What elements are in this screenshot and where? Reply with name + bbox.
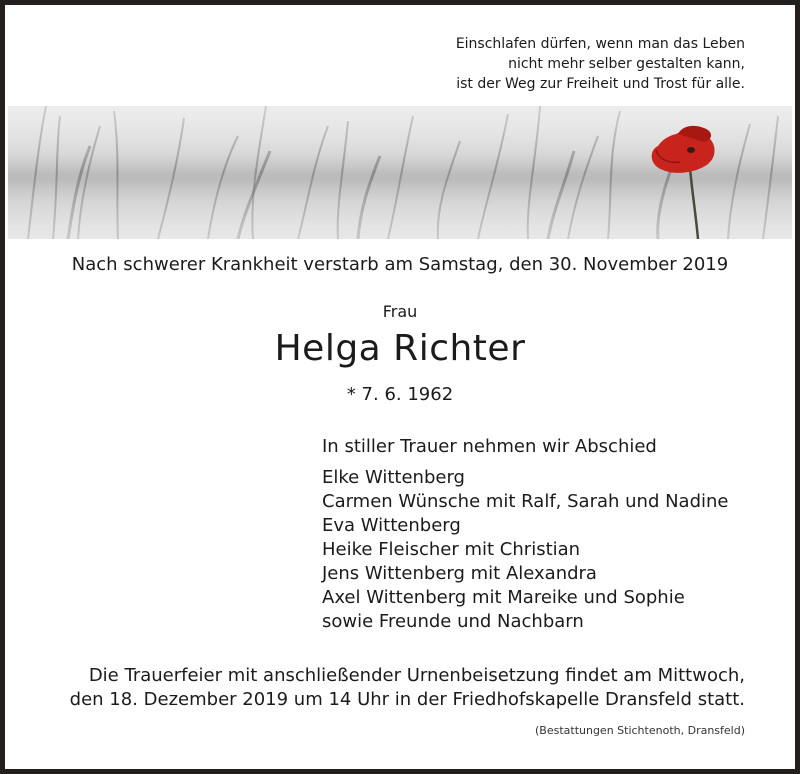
mourner-item: sowie Freunde und Nachbarn bbox=[322, 611, 584, 632]
undertaker-credit: (Bestattungen Stichtenoth, Dransfeld) bbox=[534, 724, 745, 737]
mourner-item: Axel Wittenberg mit Mareike und Sophie bbox=[322, 587, 685, 608]
mourner-item: Elke Wittenberg bbox=[322, 467, 465, 488]
mourner-list bbox=[322, 466, 729, 634]
funeral-line-1: Die Trauerfeier mit anschließender Urnenbeisetzung findet am Mittwoch, bbox=[88, 665, 745, 686]
mourner-item: Eva Wittenberg bbox=[322, 515, 461, 536]
poppy-banner-image bbox=[8, 106, 792, 239]
grass-and-poppy-illustration bbox=[8, 106, 792, 239]
mourner-item: Jens Wittenberg mit Alexandra bbox=[322, 563, 597, 584]
birth-date: * 7. 6. 1962 bbox=[346, 384, 454, 405]
mourning-heading: In stiller Trauer nehmen wir Abschied bbox=[322, 436, 657, 457]
deceased-name: Helga Richter bbox=[274, 328, 526, 369]
funeral-notice bbox=[0, 664, 745, 712]
quote-line-1: Einschlafen dürfen, wenn man das Leben bbox=[455, 36, 745, 52]
mourner-item: Heike Fleischer mit Christian bbox=[322, 539, 581, 560]
quote-block bbox=[300, 34, 745, 94]
quote-line-3: ist der Weg zur Freiheit und Trost für alle. bbox=[456, 76, 745, 92]
mourner-item: Carmen Wünsche mit Ralf, Sarah und Nadine bbox=[322, 491, 729, 512]
funeral-line-2: den 18. Dezember 2019 um 14 Uhr in der Friedhofskapelle Dransfeld statt. bbox=[69, 689, 745, 710]
death-announcement: Nach schwerer Krankheit verstarb am Samstag, den 30. November 2019 bbox=[71, 254, 729, 275]
honorific-title: Frau bbox=[382, 302, 418, 321]
quote-line-2: nicht mehr selber gestalten kann, bbox=[508, 56, 745, 72]
